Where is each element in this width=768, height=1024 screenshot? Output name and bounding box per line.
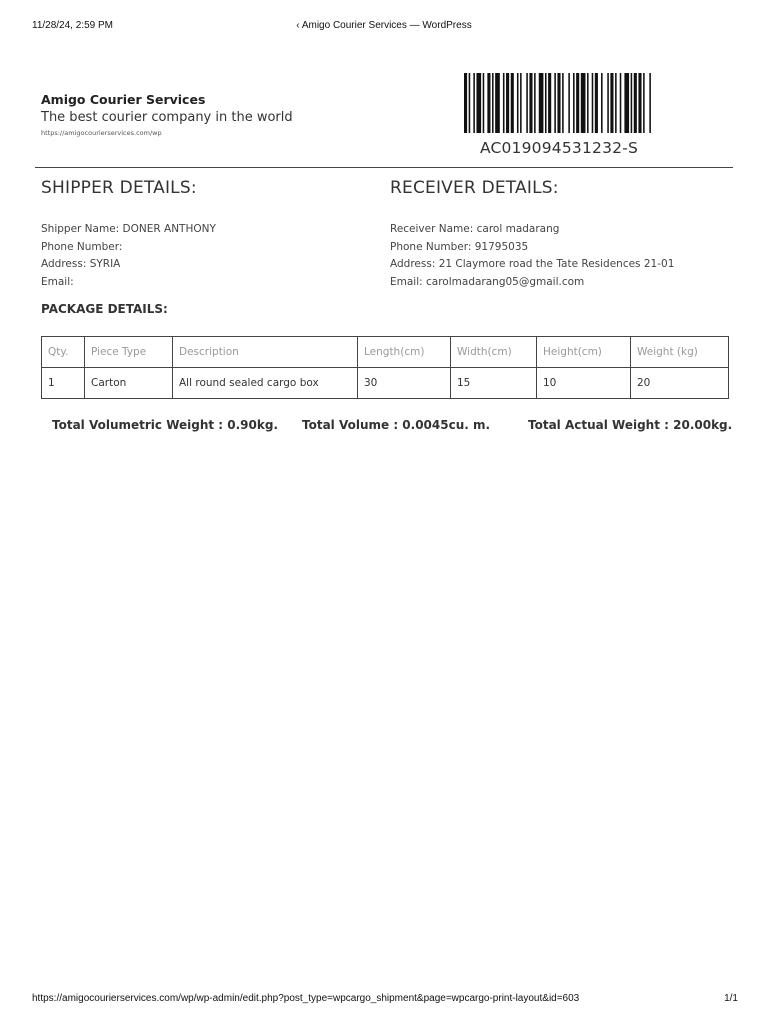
tracking-number: AC019094531232-S — [479, 139, 639, 157]
barcode-bar — [469, 73, 471, 133]
shipper-address-value: SYRIA — [89, 258, 121, 271]
package-table-header — [42, 337, 729, 368]
col-header-length: Length(cm) — [358, 337, 451, 368]
barcode-bar — [548, 73, 551, 133]
cell-height: 10 — [537, 368, 631, 399]
table-row — [42, 368, 729, 399]
barcode-bar — [649, 73, 651, 133]
shipper-details-title: SHIPPER DETAILS: — [41, 178, 197, 198]
shipper-name-label: Shipper Name: — [41, 223, 123, 235]
barcode-bar — [592, 73, 594, 133]
cell-piece-type: Carton — [85, 368, 173, 399]
barcode-bar — [607, 73, 609, 133]
print-title: ‹ Amigo Courier Services — WordPress — [296, 20, 472, 31]
shipper-phone-label: Phone Number: — [41, 240, 126, 253]
cell-weight: 20 — [631, 368, 729, 399]
header-divider — [35, 167, 733, 168]
barcode-bar — [562, 73, 564, 133]
barcode-bar — [573, 73, 575, 133]
print-date: 11/28/24, 2:59 PM — [32, 20, 113, 31]
barcode-bar — [492, 73, 494, 133]
receiver-phone-label: Phone Number: — [390, 240, 475, 253]
barcode-bar — [610, 73, 613, 133]
print-page-number: 1/1 — [724, 993, 738, 1004]
barcode-bar — [529, 73, 532, 133]
package-table — [41, 336, 729, 399]
shipper-email-label: Email: — [41, 276, 78, 289]
barcode-bar — [473, 73, 475, 133]
barcode-bar — [620, 73, 622, 133]
col-header-weight: Weight (kg) — [631, 337, 729, 368]
barcode-bar — [615, 73, 617, 133]
barcode-bar — [554, 73, 556, 133]
receiver-email-row — [390, 274, 674, 292]
barcode-bar — [476, 73, 481, 133]
total-volume: Total Volume : 0.0045cu. m. — [302, 418, 491, 432]
package-details-title: PACKAGE DETAILS: — [41, 302, 168, 316]
receiver-email-label: Email: — [390, 276, 427, 289]
barcode-bar — [634, 73, 637, 133]
company-tagline: The best courier company in the world — [41, 110, 293, 125]
barcode-bar — [495, 73, 500, 133]
receiver-address-row — [390, 256, 674, 274]
barcode-bar — [517, 73, 519, 133]
barcode-bar — [587, 73, 589, 133]
barcode-bar — [595, 73, 598, 133]
barcode-bar — [576, 73, 579, 133]
barcode-bar — [545, 73, 547, 133]
receiver-name-label: Receiver Name: — [390, 223, 477, 235]
barcode-bar — [520, 73, 522, 133]
barcode-bar — [487, 73, 490, 133]
barcode-bar — [464, 73, 467, 133]
company-name: Amigo Courier Services — [41, 92, 206, 107]
receiver-name-row — [390, 221, 674, 239]
barcode-bar — [638, 73, 641, 133]
receiver-phone-row — [390, 239, 674, 257]
barcode-image — [464, 73, 654, 133]
barcode-bar — [483, 73, 485, 133]
barcode-block — [464, 73, 654, 157]
total-volumetric-weight: Total Volumetric Weight : 0.90kg. — [52, 418, 279, 432]
barcode-bar — [601, 73, 603, 133]
receiver-details-title: RECEIVER DETAILS: — [390, 178, 559, 198]
cell-qty: 1 — [42, 368, 85, 399]
shipper-address-label: Address: — [41, 258, 90, 271]
barcode-bar — [581, 73, 586, 133]
col-header-qty: Qty. — [42, 337, 85, 368]
barcode-bar — [643, 73, 645, 133]
barcode-bar — [511, 73, 514, 133]
receiver-address-label: Address: — [390, 258, 439, 271]
receiver-details — [390, 221, 674, 292]
barcode-bar — [539, 73, 544, 133]
cell-description: All round sealed cargo box — [173, 368, 358, 399]
cell-width: 15 — [451, 368, 537, 399]
receiver-phone-value: 91795035 — [474, 240, 529, 253]
shipper-phone-row — [41, 239, 216, 257]
col-header-description: Description — [173, 337, 358, 368]
receiver-address-value: 21 Claymore road the Tate Residences 21-01 — [438, 258, 675, 271]
receiver-email-value: carolmadarang05@gmail.com — [426, 276, 585, 289]
company-info — [41, 92, 293, 137]
barcode-bar — [631, 73, 633, 133]
barcode-bar — [557, 73, 560, 133]
col-header-width: Width(cm) — [451, 337, 537, 368]
company-url: https://amigocourierservices.com/wp — [41, 129, 162, 137]
barcode-bar — [526, 73, 528, 133]
print-url: https://amigocourierservices.com/wp/wp-admin/edit.php?post_type=wpcargo_shipment&page=wpcargo-print-layout&id=603 — [32, 993, 580, 1004]
shipper-address-row — [41, 256, 216, 274]
total-actual-weight: Total Actual Weight : 20.00kg. — [528, 418, 733, 432]
receiver-name-value: carol madarang — [476, 223, 560, 235]
barcode-bar — [503, 73, 505, 133]
barcode-bar — [534, 73, 536, 133]
barcode-bar — [506, 73, 509, 133]
shipper-details — [41, 221, 216, 292]
barcode-bar — [624, 73, 629, 133]
barcode-bar — [568, 73, 570, 133]
col-header-piece-type: Piece Type — [85, 337, 173, 368]
shipper-email-row — [41, 274, 216, 292]
col-header-height: Height(cm) — [537, 337, 631, 368]
shipper-name-value: DONER ANTHONY — [122, 223, 216, 235]
cell-length: 30 — [358, 368, 451, 399]
shipper-name-row — [41, 221, 216, 239]
